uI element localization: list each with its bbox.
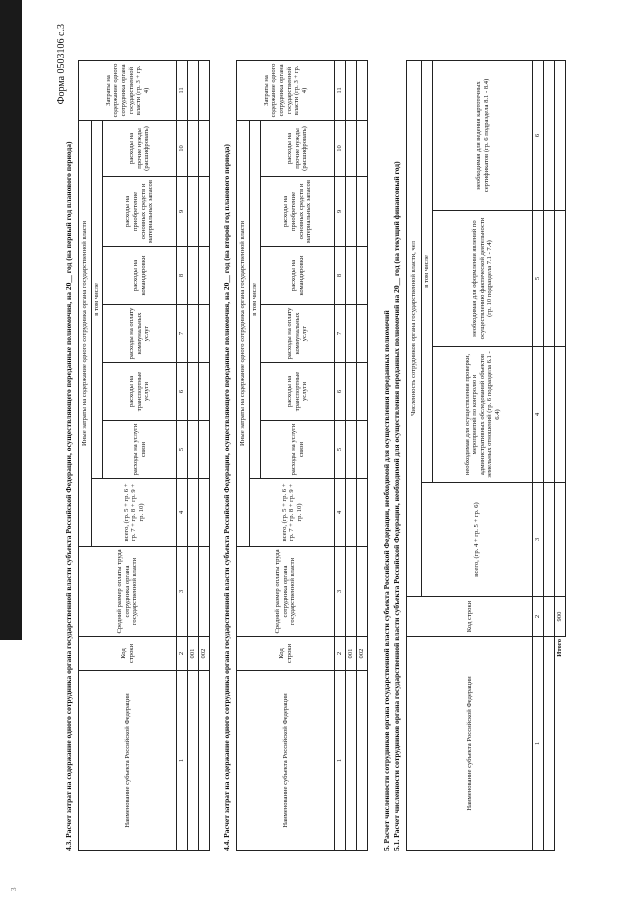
colnum: 1 bbox=[335, 671, 346, 851]
hdr-other-group: Иные затраты на содержание одного сотрудника органа государственной власти bbox=[79, 120, 92, 546]
total-row bbox=[555, 60, 566, 850]
hdr-c4: необходимая для осуществления проверки, мероприятий по контролю и административных обследований объектов земельных отношений (гр. 6 подраздела 6.1 - 6.4) bbox=[433, 347, 533, 483]
column-numbers-row bbox=[335, 60, 346, 850]
row-code: 001 bbox=[346, 637, 357, 671]
colnum: 6 bbox=[177, 363, 188, 421]
hdr-total: всего, (гр. 5 + гр. 6 + гр. 7 + гр. 8 + гр. 9 + гр. 10) bbox=[92, 479, 177, 547]
hdr-total: всего, (гр. 4 + гр. 5 + гр. 6) bbox=[422, 483, 533, 597]
table-row bbox=[357, 60, 368, 850]
hdr-in-that: в том числе bbox=[92, 120, 103, 478]
column-numbers-row bbox=[177, 60, 188, 850]
colnum: 6 bbox=[533, 60, 544, 210]
hdr-c5: расходы на услуги связи bbox=[103, 421, 177, 479]
colnum: 4 bbox=[335, 479, 346, 547]
colnum: 3 bbox=[533, 483, 544, 597]
form-number: Форма 0503106 с.3 bbox=[56, 24, 67, 105]
total-label: Итого bbox=[555, 637, 566, 851]
colnum: 9 bbox=[335, 177, 346, 247]
hdr-in-that: в том числе bbox=[250, 120, 261, 478]
hdr-in-that: в том числе bbox=[422, 60, 433, 482]
page-mark: 3 bbox=[10, 887, 18, 891]
colnum: 11 bbox=[335, 60, 346, 120]
hdr-c7: расходы на оплату коммунальных услуг bbox=[103, 305, 177, 363]
colnum: 11 bbox=[177, 60, 188, 120]
colnum: 7 bbox=[177, 305, 188, 363]
table-row bbox=[188, 60, 199, 850]
hdr-c5: необходимая для оформления явлений по осуществлению фактической деятельности (гр. 10 подраздела 7.1 - 7.4) bbox=[433, 211, 533, 347]
colnum: 10 bbox=[335, 120, 346, 176]
table-row bbox=[544, 60, 555, 850]
colnum: 6 bbox=[335, 363, 346, 421]
hdr-c11: Затраты на содержание одного сотрудника органа государственной власти (гр. 3 + гр. 4) bbox=[237, 60, 335, 120]
row-code: 001 bbox=[188, 637, 199, 671]
colnum: 5 bbox=[533, 211, 544, 347]
hdr-c6: необходимая для ведения картотечных сертификатов (гр. 6 подраздела 8.1 - 8.4) bbox=[433, 60, 533, 210]
section-5-1-title: 5.1. Расчет численности сотрудников органа государственной власти субъекта Российской Федерации, необходимой для осуществления переданных полномочий на 20__ год (на текущий финансовый год) bbox=[392, 161, 401, 851]
row-code: 002 bbox=[199, 637, 210, 671]
hdr-c6: расходы на транспортные услуги bbox=[261, 363, 335, 421]
hdr-c7: расходы на оплату коммунальных услуг bbox=[261, 305, 335, 363]
colnum: 9 bbox=[177, 177, 188, 247]
colnum: 3 bbox=[177, 547, 188, 637]
table-5-1 bbox=[406, 60, 566, 851]
colnum: 7 bbox=[335, 305, 346, 363]
section-5-title: 5. Расчет численности сотрудников органа государственной власти субъекта Российской Федерации, необходимой для осуществления переданных полномочий bbox=[382, 310, 391, 851]
hdr-c8: расходы на командировки bbox=[261, 247, 335, 305]
colnum: 3 bbox=[335, 547, 346, 637]
hdr-salary: Средний размер оплаты труда сотрудника органа государственной власти bbox=[237, 547, 335, 637]
hdr-code: Код строки bbox=[407, 597, 533, 637]
colnum: 4 bbox=[533, 347, 544, 483]
hdr-total: всего, (гр. 5 + гр. 6 + гр. 7 + гр. 8 + гр. 9 + гр. 10) bbox=[250, 479, 335, 547]
table-4-3 bbox=[78, 60, 210, 851]
hdr-c5: расходы на услуги связи bbox=[261, 421, 335, 479]
colnum: 5 bbox=[177, 421, 188, 479]
colnum: 10 bbox=[177, 120, 188, 176]
hdr-c10: расходы на прочие нужды (расшифровать) bbox=[103, 120, 177, 176]
table-4-4 bbox=[236, 60, 368, 851]
column-numbers-row bbox=[533, 60, 544, 850]
hdr-code: Код строки bbox=[237, 637, 335, 671]
hdr-c9: расходы на приобретение основных средств и материальных запасов bbox=[103, 177, 177, 247]
colnum: 4 bbox=[177, 479, 188, 547]
section-4-4-title: 4.4. Расчет затрат на содержание одного сотрудника органа государственной власти субъекта Российской Федерации, осуществляющего переданные полномочия, на 20__ год (на второй год планового периода) bbox=[222, 144, 231, 851]
colnum: 2 bbox=[533, 597, 544, 637]
table-row bbox=[199, 60, 210, 850]
colnum: 8 bbox=[335, 247, 346, 305]
row-code: 900 bbox=[555, 597, 566, 637]
hdr-group: Численность сотрудников органа государственной власти, чел bbox=[407, 60, 422, 596]
colnum: 5 bbox=[335, 421, 346, 479]
hdr-c9: расходы на приобретение основных средств и материальных запасов bbox=[261, 177, 335, 247]
hdr-c6: расходы на транспортные услуги bbox=[103, 363, 177, 421]
section-4-3-title: 4.3. Расчет затрат на содержание одного сотрудника органа государственной власти субъекта Российской Федерации, осуществляющего переданные полномочия, на 20__ год (на первый год планового периода) bbox=[64, 141, 73, 851]
row-code: 002 bbox=[357, 637, 368, 671]
hdr-code: Код строки bbox=[79, 637, 177, 671]
hdr-c10: расходы на прочие нужды (расшифровать) bbox=[261, 120, 335, 176]
hdr-c8: расходы на командировки bbox=[103, 247, 177, 305]
colnum: 1 bbox=[177, 671, 188, 851]
colnum: 2 bbox=[177, 637, 188, 671]
colnum: 2 bbox=[335, 637, 346, 671]
hdr-c11: Затраты на содержание одного сотрудника органа государственной власти (гр. 3 + гр. 4) bbox=[79, 60, 177, 120]
hdr-name: Наименование субъекта Российской Федерации bbox=[407, 637, 533, 851]
hdr-other-group: Иные затраты на содержание одного сотрудника органа государственной власти bbox=[237, 120, 250, 546]
table-row bbox=[346, 60, 357, 850]
hdr-name: Наименование субъекта Российской Федерации bbox=[79, 671, 177, 851]
colnum: 1 bbox=[533, 637, 544, 851]
hdr-salary: Средний размер оплаты труда сотрудника органа государственной власти bbox=[79, 547, 177, 637]
colnum: 8 bbox=[177, 247, 188, 305]
hdr-name: Наименование субъекта Российской Федерации bbox=[237, 671, 335, 851]
